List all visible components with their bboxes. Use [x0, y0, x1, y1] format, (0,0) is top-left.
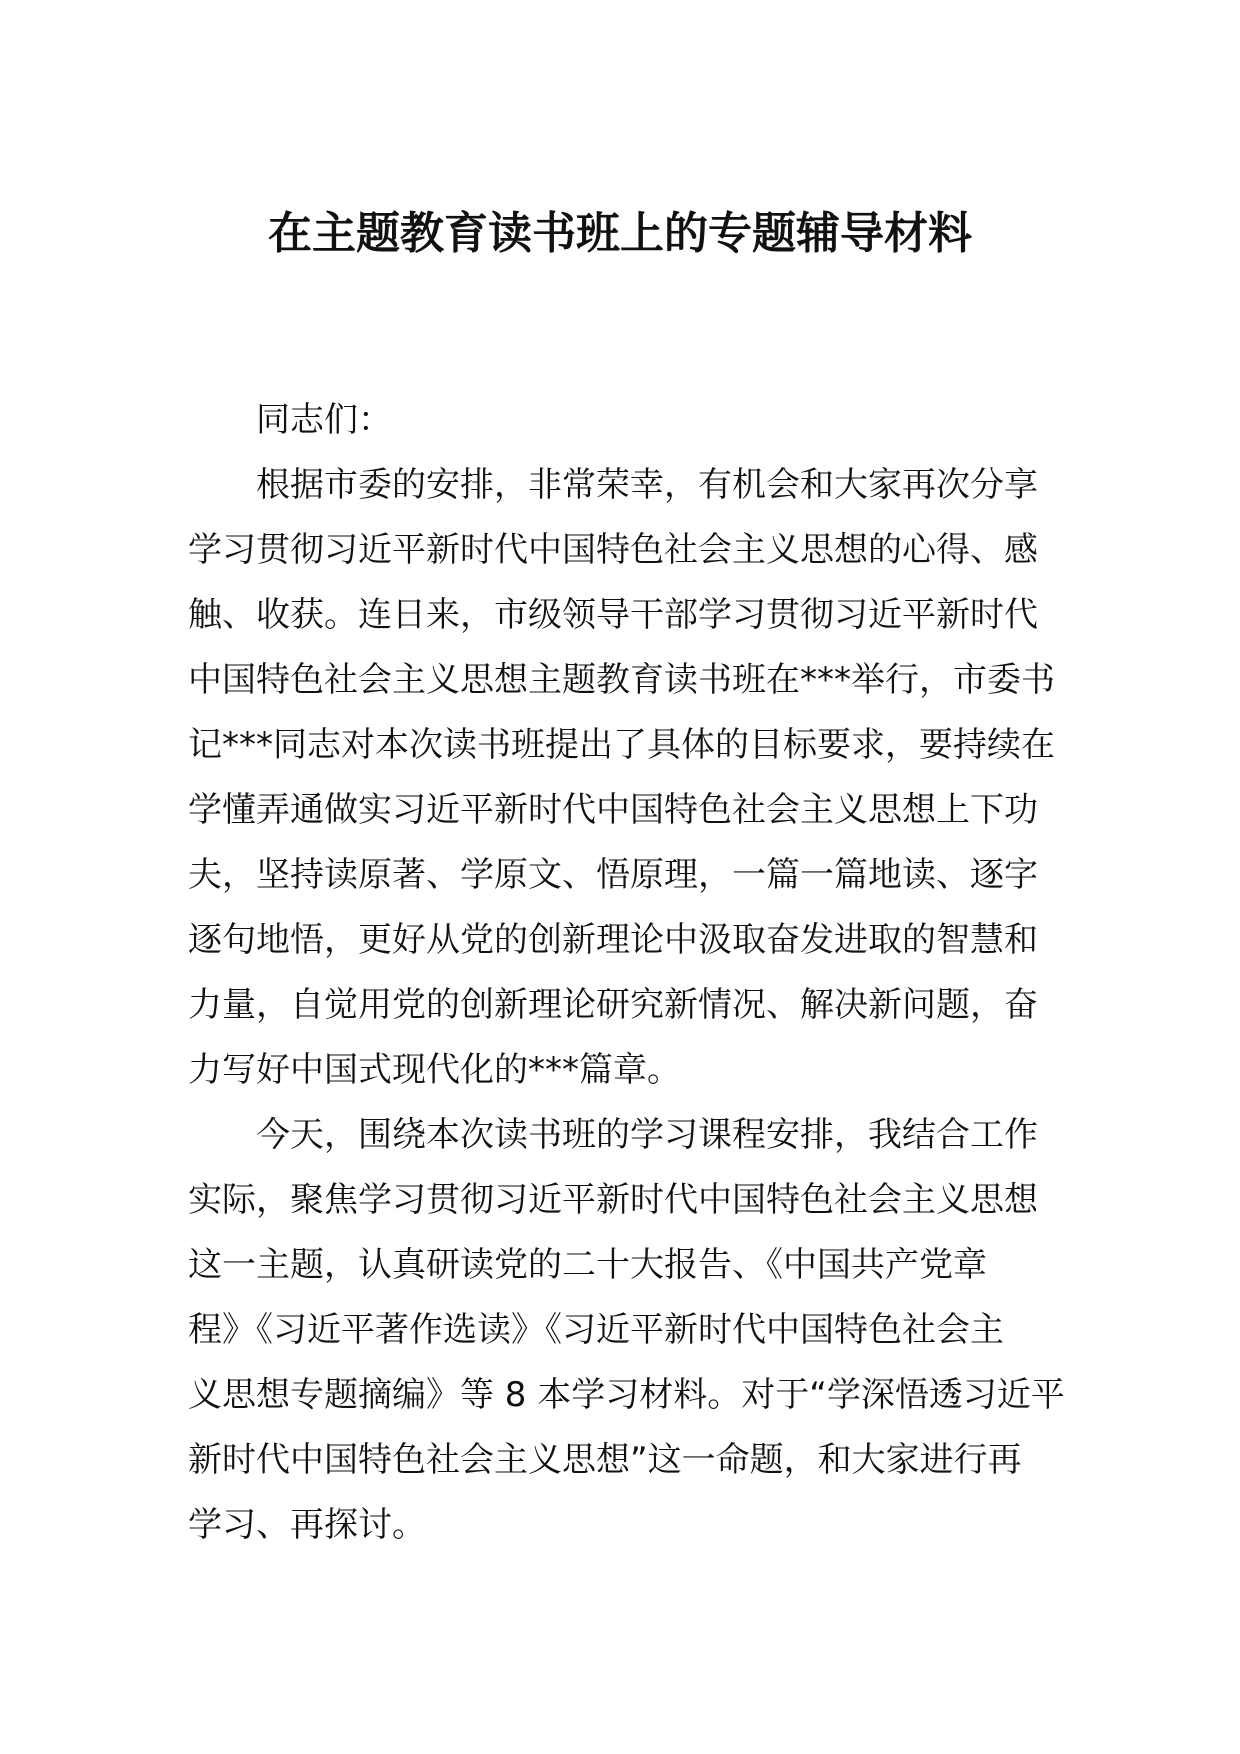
paragraph-line: 实际，聚焦学习贯彻习近平新时代中国特色社会主义思想 [188, 1180, 1038, 1220]
paragraph-line: 夫，坚持读原著、学原文、悟原理，一篇一篇地读、逐字 [188, 855, 1038, 895]
paragraph-line: 力量，自觉用党的创新理论研究新情况、解决新问题，奋 [188, 985, 1038, 1025]
paragraph-line: 学懂弄通做实习近平新时代中国特色社会主义思想上下功 [188, 790, 1038, 830]
paragraph-line: 这一主题，认真研读党的二十大报告、《中国共产党章 [188, 1245, 987, 1285]
paragraph-line: 学习贯彻习近平新时代中国特色社会主义思想的心得、感 [188, 530, 1038, 570]
paragraph-line: 触、收获。连日来，市级领导干部学习贯彻习近平新时代 [188, 595, 1038, 635]
salutation: 同志们： [256, 400, 392, 440]
paragraph-line: 今天，围绕本次读书班的学习课程安排，我结合工作 [256, 1115, 1038, 1155]
paragraph-line: 程》《习近平著作选读》《习近平新时代中国特色社会主 [188, 1310, 1004, 1350]
paragraph-line: 记***同志对本次读书班提出了具体的目标要求，要持续在 [188, 725, 1055, 765]
paragraph-1 [188, 453, 1058, 1103]
paragraph-line: 根据市委的安排，非常荣幸，有机会和大家再次分享 [256, 465, 1038, 505]
paragraph-line: 新时代中国特色社会主义思想”这一命题，和大家进行再 [188, 1440, 1022, 1480]
paragraph-2 [188, 1103, 1065, 1558]
paragraph-line: 中国特色社会主义思想主题教育读书班在***举行，市委书 [188, 660, 1055, 700]
document-body [188, 388, 1065, 1558]
paragraph-line: 义思想专题摘编》等 8 本学习材料。对于“学深悟透习近平 [188, 1375, 1065, 1415]
paragraph-line: 逐句地悟，更好从党的创新理论中汲取奋发进取的智慧和 [188, 920, 1038, 960]
paragraph-line: 力写好中国式现代化的***篇章。 [188, 1050, 681, 1090]
paragraph-line: 学习、再探讨。 [188, 1505, 426, 1545]
document-title: 在主题教育读书班上的专题辅导材料 [268, 208, 972, 259]
